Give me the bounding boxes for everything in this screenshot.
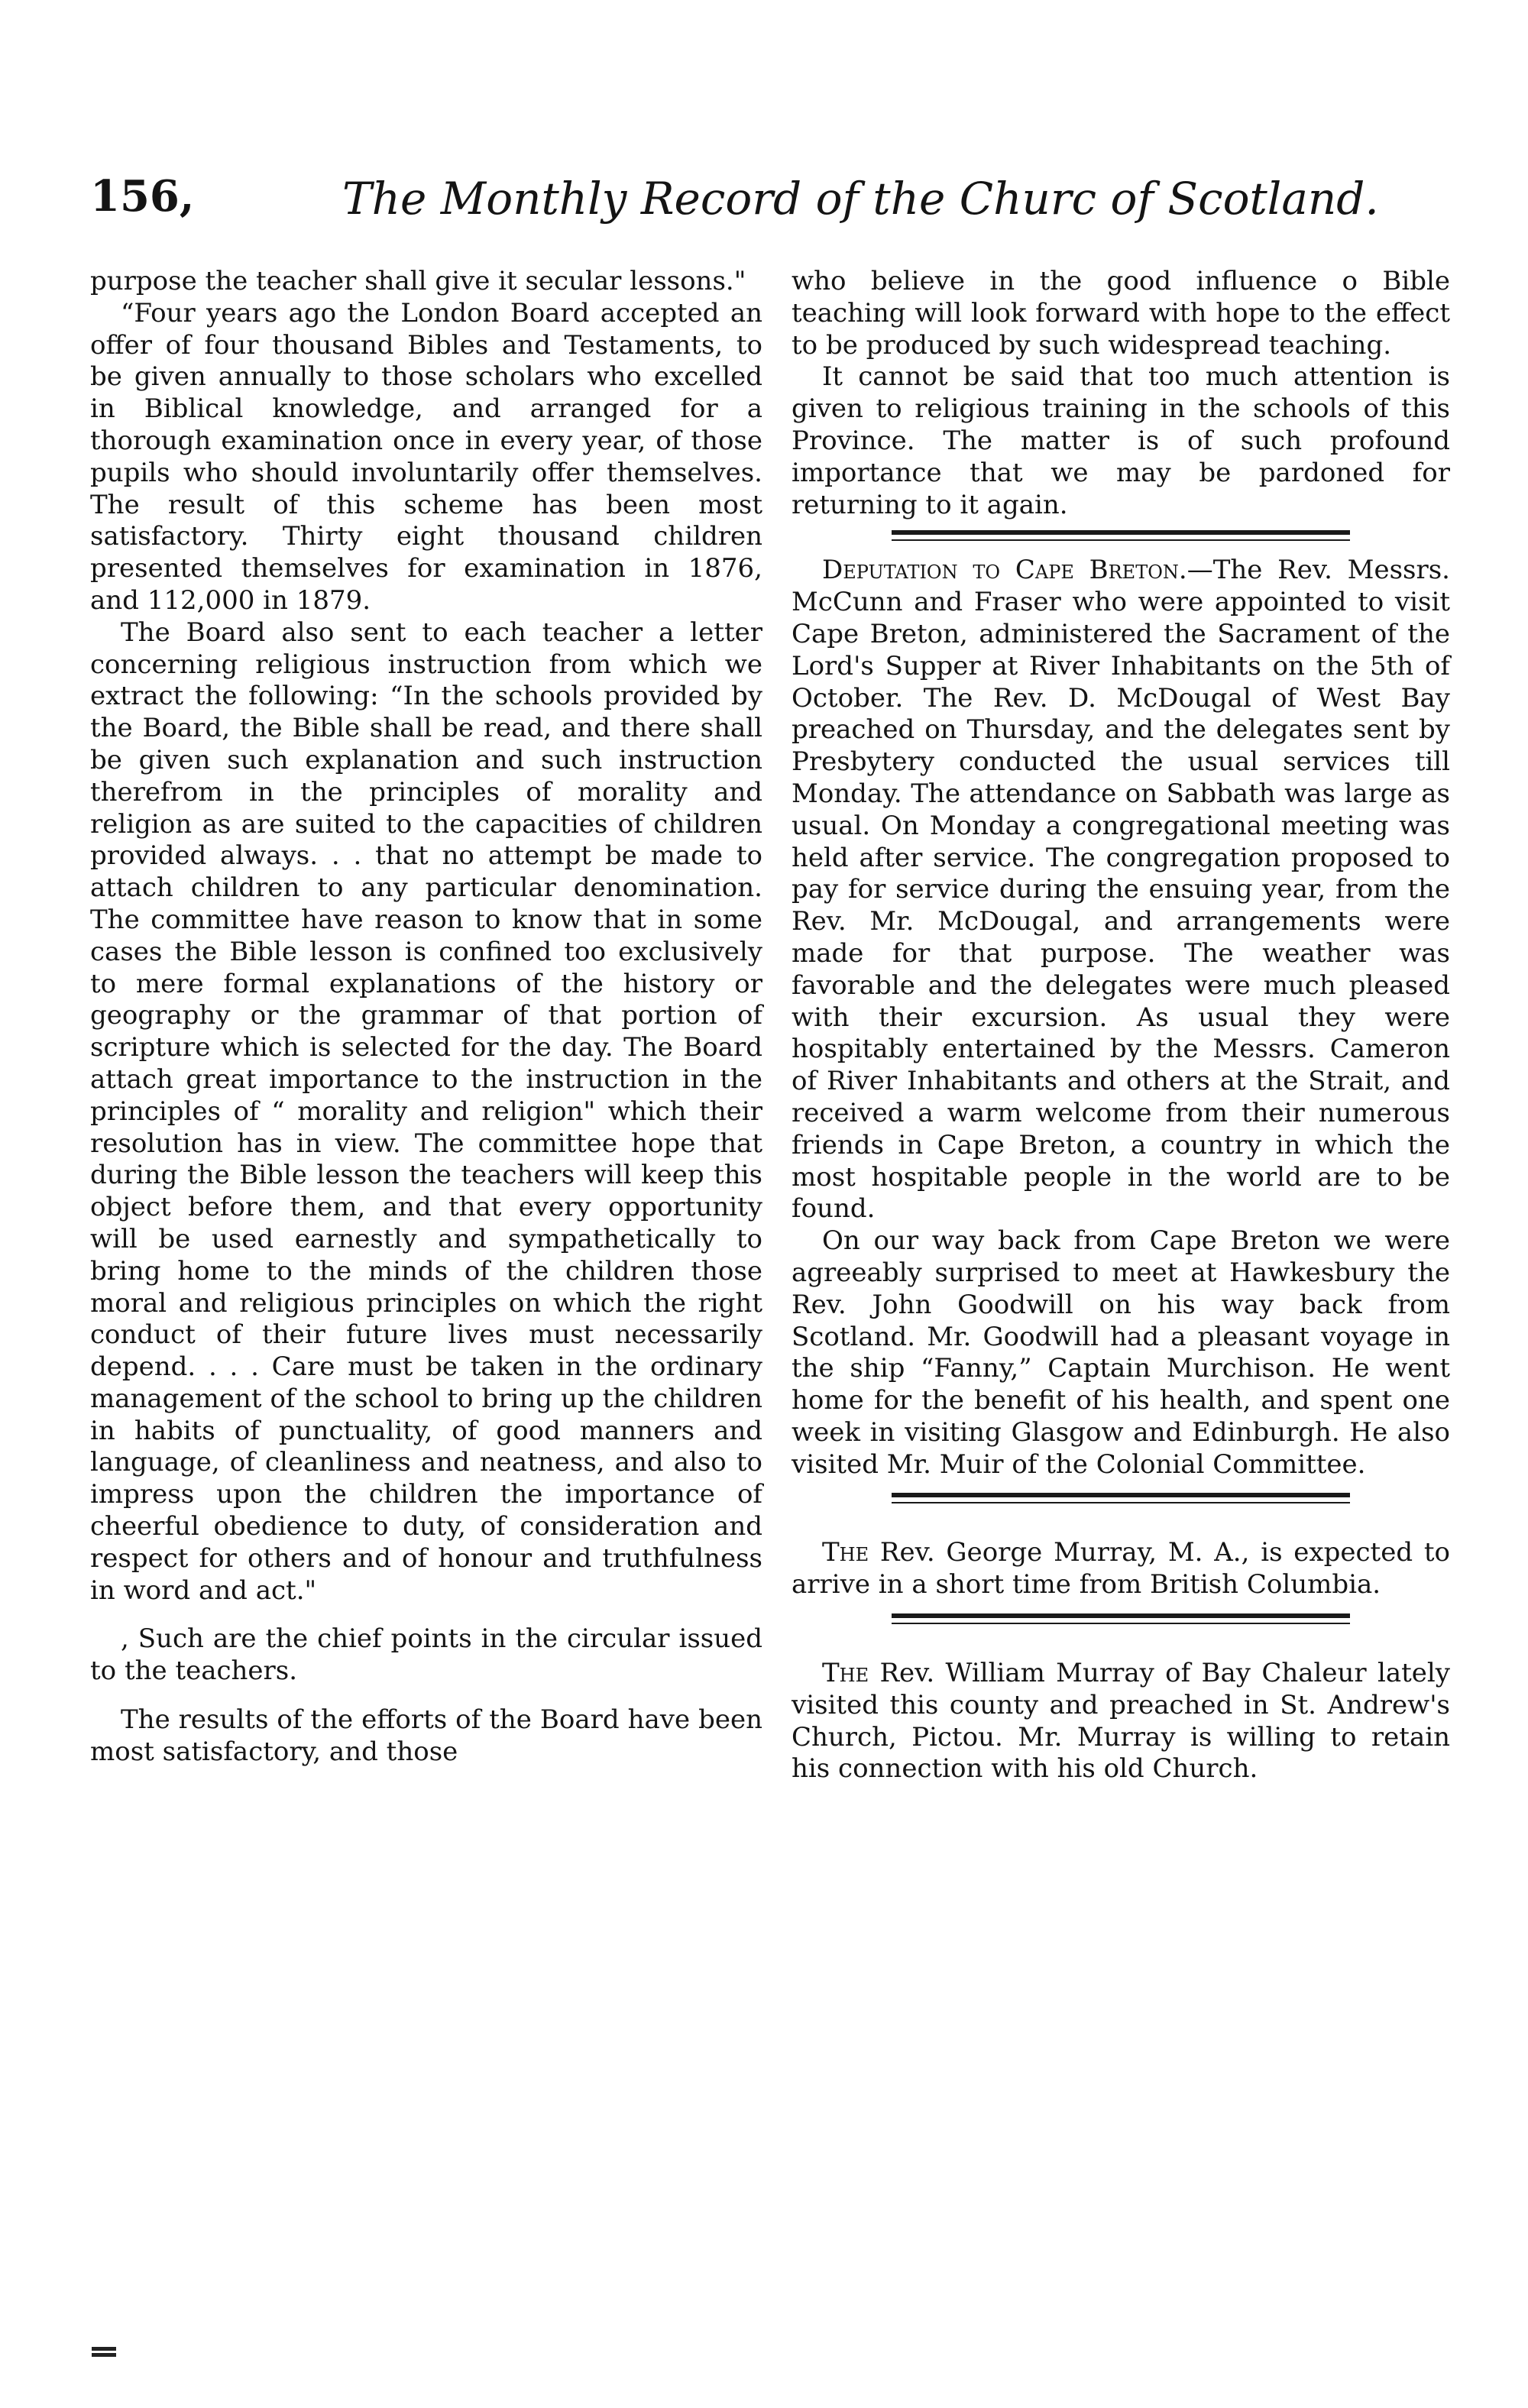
section-divider: [892, 1493, 1350, 1503]
george-murray-paragraph: [792, 1537, 1450, 1601]
page-number: 156,: [90, 171, 195, 222]
right-paragraph-1: who believe in the good influence o Bible teaching will look forward with hope to the effect to be produced by such widespread teaching.: [792, 266, 1450, 361]
left-column: [90, 266, 762, 1769]
right-column: [792, 266, 1450, 1785]
deputation-paragraph: [792, 555, 1450, 1225]
section-divider: [892, 1613, 1350, 1624]
george-murray-text: Rev. George Murray, M. A., is expected to arrive in a short time from British Columbia.: [792, 1537, 1450, 1600]
section-divider: [892, 530, 1350, 541]
deputation-heading: Deputation to Cape Breton.: [822, 555, 1187, 586]
left-paragraph-1: purpose the teacher shall give it secular lessons.": [90, 266, 746, 296]
right-paragraph-4: On our way back from Cape Breton we were agreeably surprised to meet at Hawkesbury the Rev. John Goodwill on his way back from Scotland. Mr. Goodwill had a pleasant voyage in the ship “Fanny,” Captain Murchison. He went home for the benefit of his health, and spent one week in visiting Glasgow and Edinburgh. He also visited Mr. Muir of the Colonial Committee.: [792, 1225, 1450, 1480]
william-murray-paragraph: [792, 1658, 1450, 1785]
left-paragraph-2: “Four years ago the London Board accepted an offer of four thousand Bibles and Testaments, to be given annually to those scholars who excelled in Biblical knowledge, and arranged for a thorough examination once in every year, of those pupils who should involuntarily offer themselves. The result of this scheme has been most satisfactory. Thirty eight thousand children presented themselves for examination in 1876, and 112,000 in 1879.: [90, 297, 762, 616]
left-paragraph-5: The results of the efforts of the Board have been most satisfactory, and those: [90, 1704, 762, 1767]
left-paragraph-3: The Board also sent to each teacher a letter concerning religious instruction from which we extract the following: “In the schools provided by the Board, the Bible shall be read, and there shall be given such explanation and such instruction therefrom in the principles of morality and religion as are suited to the capacities of children provided always. . . that no attempt be made to attach children to any particular denomination. The committee have reason to know that in some cases the Bible lesson is confined too exclusively to mere formal explanations of the history or geography or the grammar of that portion of scripture which is selected for the day. The Board attach great importance to the instruction in the principles of “ morality and religion" which their resolution has in view. The committee hope that during the Bible lesson the teachers will keep this object before them, and that every opportunity will be used earnestly and sympathetically to bring home to the minds of the children those moral and religious principles on which the right conduct of their future lives must necessarily depend. . . . Care must be taken in the ordinary management of the school to bring up the children in habits of punctuality, of good manners and language, of cleanliness and neatness, and also to impress upon the children the importance of cheerful obedience to duty, of consideration and respect for others and of honour and truthfulness in word and act.": [90, 617, 762, 1606]
deputation-text: —The Rev. Messrs. McCunn and Fraser who were appointed to visit Cape Breton, administered the Sacrament of the Lord's Supper at River Inhabitants on the 5th of October. The Rev. D. McDougal of West Bay preached on Thursday, and the delegates sent by Presbytery conducted the usual services till Monday. The attendance on Sabbath was large as usual. On Monday a congregational meeting was held after service. The congregation proposed to pay for service during the ensuing year, from the Rev. Mr. McDougal, and arrangements were made for that purpose. The weather was favorable and the delegates were much pleased with their excursion. As usual they were hospitably entertained by the Messrs. Cameron of River Inhabitants and others at the Strait, and received a warm welcome from their numerous friends in Cape Breton, a country in which the most hospitable people in the world are to be found.: [792, 555, 1450, 1225]
right-paragraph-2: It cannot be said that too much attention is given to religious training in the schools of this Province. The matter is of such profound importance that we may be pardoned for returning to it again.: [792, 361, 1450, 520]
william-murray-text: Rev. William Murray of Bay Chaleur lately visited this county and preached in St. Andrew's Church, Pictou. Mr. Murray is willing to retain his connection with his old Church.: [792, 1658, 1450, 1785]
left-paragraph-4: , Such are the chief points in the circular issued to the teachers.: [90, 1623, 762, 1687]
page-header: [0, 167, 1528, 235]
ink-blot-mark: [92, 2347, 116, 2362]
william-murray-lead: The: [822, 1658, 869, 1689]
george-murray-lead: The: [822, 1537, 869, 1568]
running-title: The Monthly Record of the Churc of Scotland.: [342, 173, 1379, 225]
